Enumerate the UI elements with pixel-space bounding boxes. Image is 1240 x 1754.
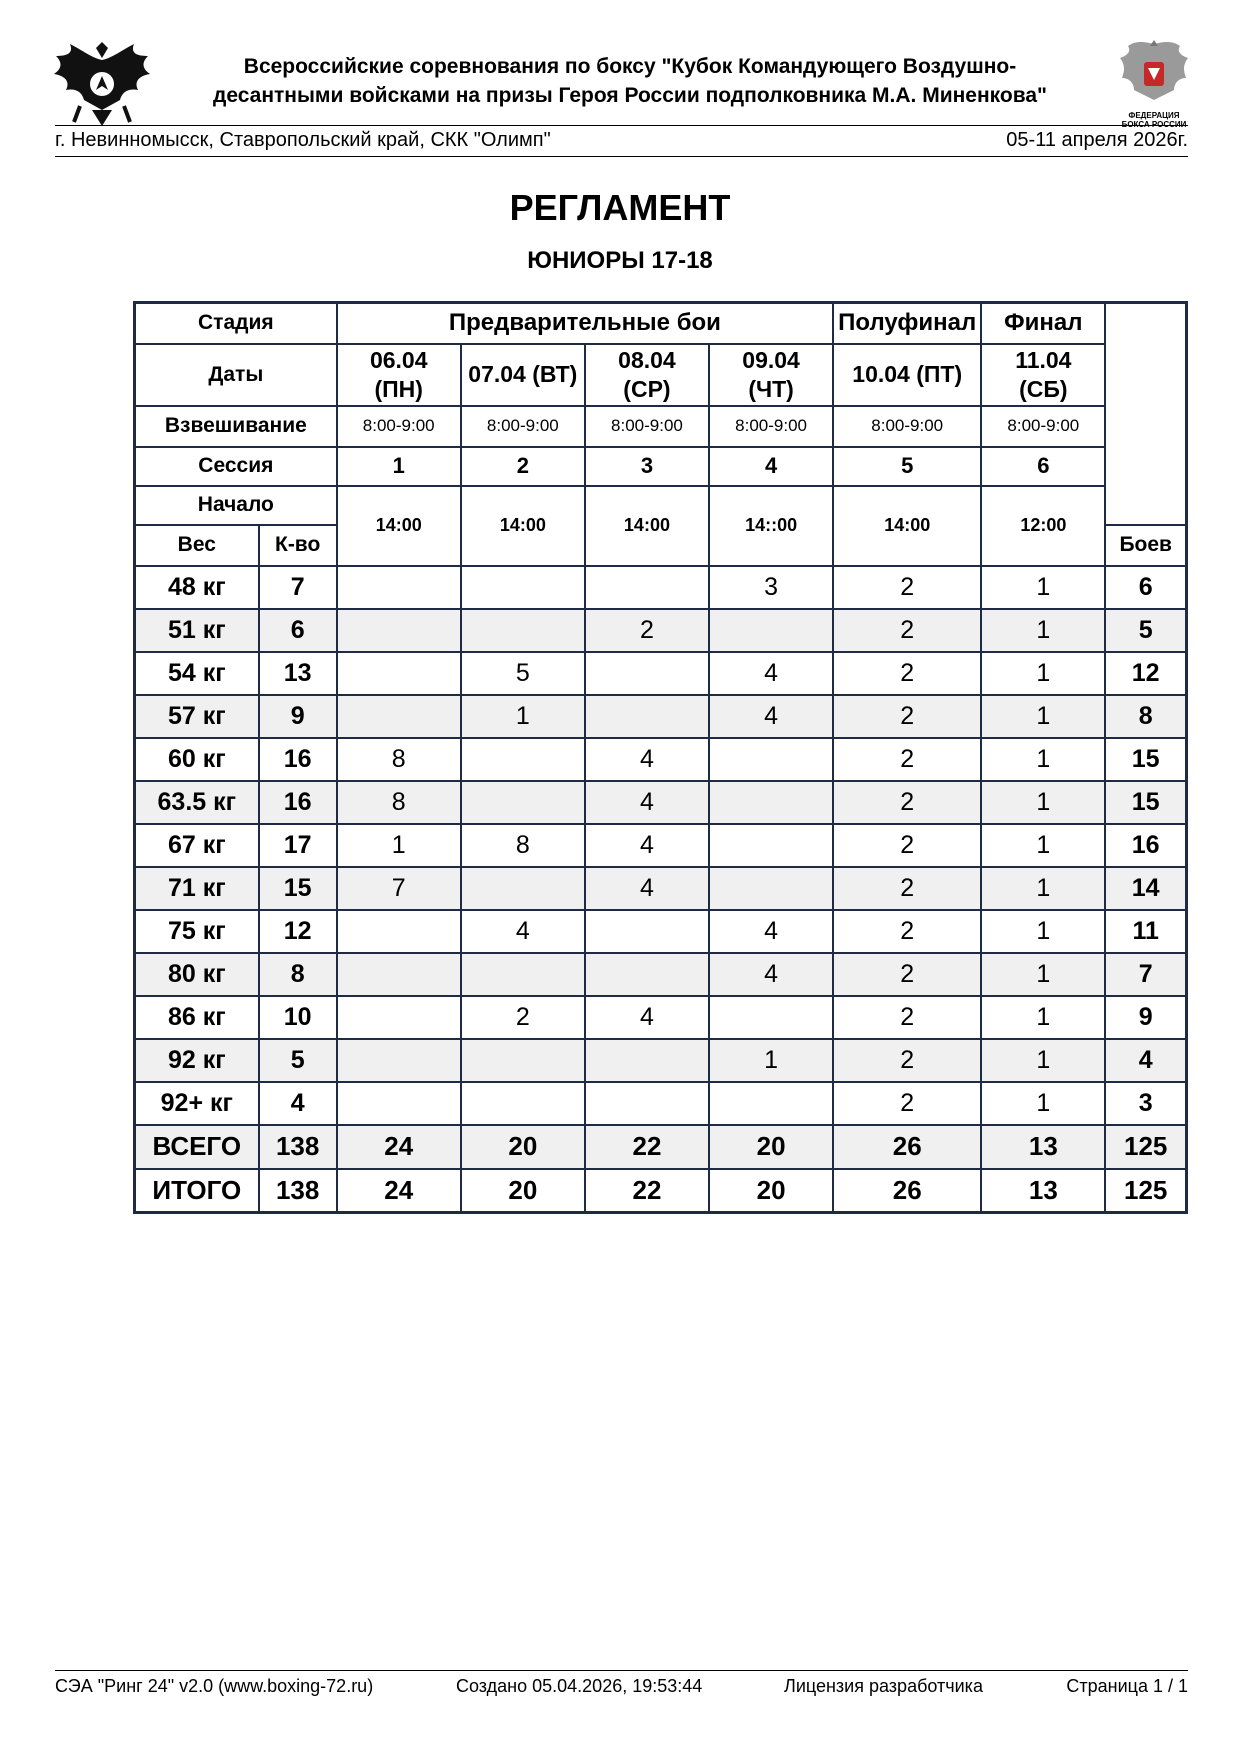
document-title: РЕГЛАМЕНТ [509, 187, 731, 228]
date-cell [337, 344, 461, 406]
session-number: 3 [585, 447, 709, 486]
session-bouts [461, 566, 585, 609]
session-label: Сессия [135, 447, 337, 486]
table-row [135, 996, 1187, 1039]
session-bouts: 2 [833, 910, 981, 953]
table-row [135, 867, 1187, 910]
weigh-in-row [135, 406, 1187, 447]
date-value: 08.04 [618, 346, 676, 373]
boxer-count: 8 [259, 953, 337, 996]
total-bouts: 7 [1105, 953, 1186, 996]
session-bouts: 5 [461, 652, 585, 695]
session-bouts: 4 [709, 910, 833, 953]
session-bouts [585, 652, 709, 695]
stage-row [135, 303, 1187, 344]
weigh-in-time: 8:00-9:00 [585, 406, 709, 447]
session-bouts: 2 [833, 695, 981, 738]
date-cell [461, 344, 585, 406]
weight-class: 92 кг [135, 1039, 259, 1082]
totals-session: 24 [337, 1169, 461, 1213]
session-bouts: 3 [709, 566, 833, 609]
total-bouts: 9 [1105, 996, 1186, 1039]
session-bouts: 1 [337, 824, 461, 867]
session-bouts [461, 867, 585, 910]
totals-session: 26 [833, 1125, 981, 1169]
session-bouts [337, 1082, 461, 1125]
weight-class: 80 кг [135, 953, 259, 996]
session-number: 1 [337, 447, 461, 486]
session-bouts: 1 [981, 695, 1105, 738]
session-bouts: 8 [337, 738, 461, 781]
table-row [135, 695, 1187, 738]
session-bouts: 7 [337, 867, 461, 910]
session-bouts [709, 1082, 833, 1125]
session-bouts [461, 1082, 585, 1125]
session-bouts [709, 609, 833, 652]
session-bouts [461, 781, 585, 824]
session-bouts: 2 [585, 609, 709, 652]
dates-row [135, 344, 1187, 406]
table-row [135, 609, 1187, 652]
session-bouts: 2 [833, 609, 981, 652]
totals-session: 24 [337, 1125, 461, 1169]
session-bouts: 2 [833, 1082, 981, 1125]
session-bouts: 4 [585, 738, 709, 781]
start-time: 12:00 [981, 486, 1105, 566]
event-title-line-1: Всероссийские соревнования по боксу "Кубок Командующего Воздушно- [243, 55, 1017, 78]
session-bouts [585, 695, 709, 738]
footer-license: Лицензия разработчика [784, 1676, 983, 1696]
venue-text: г. Невинномысск, Ставропольский край, СКК "Олимп" [55, 129, 551, 151]
boxing-federation-logo-icon [1114, 38, 1194, 130]
date-cell [585, 344, 709, 406]
weight-class: 67 кг [135, 824, 259, 867]
footer-divider [55, 1670, 1188, 1671]
totals-row [135, 1125, 1187, 1169]
table-row [135, 953, 1187, 996]
total-bouts: 8 [1105, 695, 1186, 738]
bouts-header-blank-2 [1105, 486, 1186, 525]
total-bouts: 14 [1105, 867, 1186, 910]
boxer-count: 16 [259, 738, 337, 781]
session-bouts [585, 1039, 709, 1082]
totals-session: 22 [585, 1169, 709, 1213]
total-bouts: 4 [1105, 1039, 1186, 1082]
table-row [135, 781, 1187, 824]
total-bouts: 16 [1105, 824, 1186, 867]
weight-class: 71 кг [135, 867, 259, 910]
session-bouts: 8 [337, 781, 461, 824]
stage-semifinal: Полуфинал [833, 303, 981, 344]
totals-count: 138 [259, 1169, 337, 1213]
totals-row [135, 1169, 1187, 1213]
session-bouts: 4 [709, 652, 833, 695]
weight-class: 48 кг [135, 566, 259, 609]
date-cell [833, 344, 981, 406]
session-bouts [709, 867, 833, 910]
totals-session: 22 [585, 1125, 709, 1169]
total-bouts: 5 [1105, 609, 1186, 652]
totals-label: ВСЕГО [135, 1125, 259, 1169]
session-bouts [585, 910, 709, 953]
boxer-count: 6 [259, 609, 337, 652]
session-bouts: 2 [833, 996, 981, 1039]
date-cell [981, 344, 1105, 406]
session-bouts [709, 824, 833, 867]
session-bouts: 1 [981, 824, 1105, 867]
date-value: 06.04 [369, 346, 428, 373]
stage-prelim: Предварительные бои [337, 303, 833, 344]
session-bouts [709, 996, 833, 1039]
totals-session: 13 [981, 1169, 1105, 1213]
date-weekday: (СБ) [1019, 375, 1068, 402]
session-bouts [585, 953, 709, 996]
session-bouts [337, 695, 461, 738]
total-bouts: 11 [1105, 910, 1186, 953]
table-row [135, 1039, 1187, 1082]
start-label: Начало [135, 486, 337, 525]
totals-count: 138 [259, 1125, 337, 1169]
boxer-count: 15 [259, 867, 337, 910]
date-value: 09.04 [742, 346, 800, 373]
session-number: 6 [981, 447, 1105, 486]
total-bouts: 6 [1105, 566, 1186, 609]
session-bouts: 4 [709, 953, 833, 996]
date-weekday: (ПН) [374, 375, 423, 402]
boxer-count: 7 [259, 566, 337, 609]
weight-label: Вес [135, 525, 259, 566]
event-title-line-2: десантными войсками на призы Героя России подполковника М.А. Миненкова" [212, 84, 1047, 107]
weigh-in-label: Взвешивание [135, 406, 337, 447]
logo-caption-2: БОКСА РОССИИ [1121, 120, 1187, 129]
start-time: 14:00 [461, 486, 585, 566]
session-bouts: 1 [981, 867, 1105, 910]
session-bouts: 2 [833, 867, 981, 910]
session-bouts: 2 [833, 738, 981, 781]
weight-class: 51 кг [135, 609, 259, 652]
date-value: 11.04 [1015, 346, 1072, 373]
boxer-count: 10 [259, 996, 337, 1039]
stage-label: Стадия [135, 303, 337, 344]
weigh-in-time: 8:00-9:00 [461, 406, 585, 447]
footer-app: СЭА "Ринг 24" v2.0 (www.boxing-72.ru) [55, 1676, 374, 1696]
session-bouts: 1 [981, 996, 1105, 1039]
session-bouts [461, 1039, 585, 1082]
session-number: 5 [833, 447, 981, 486]
start-time: 14:00 [337, 486, 461, 566]
session-bouts: 8 [461, 824, 585, 867]
session-bouts: 1 [981, 566, 1105, 609]
session-bouts [461, 738, 585, 781]
weigh-in-time: 8:00-9:00 [833, 406, 981, 447]
session-number: 2 [461, 447, 585, 486]
stage-final: Финал [981, 303, 1105, 344]
totals-session: 20 [709, 1169, 833, 1213]
table-row [135, 652, 1187, 695]
logo-caption-1: ФЕДЕРАЦИЯ [1128, 111, 1180, 120]
footer-page: Страница 1 / 1 [1066, 1676, 1188, 1696]
start-row [135, 486, 1187, 525]
session-bouts: 1 [981, 738, 1105, 781]
qty-label: К-во [259, 525, 337, 566]
session-bouts: 4 [585, 824, 709, 867]
weigh-in-time: 8:00-9:00 [709, 406, 833, 447]
boxer-count: 5 [259, 1039, 337, 1082]
session-bouts [337, 609, 461, 652]
totals-session: 20 [461, 1125, 585, 1169]
weigh-in-time: 8:00-9:00 [981, 406, 1105, 447]
boxer-count: 16 [259, 781, 337, 824]
weigh-in-time: 8:00-9:00 [337, 406, 461, 447]
session-bouts [709, 781, 833, 824]
session-bouts: 2 [461, 996, 585, 1039]
total-bouts: 12 [1105, 652, 1186, 695]
weight-class: 60 кг [135, 738, 259, 781]
date-weekday: (ЧТ) [748, 375, 794, 402]
session-bouts: 1 [461, 695, 585, 738]
session-bouts: 2 [833, 781, 981, 824]
session-bouts [709, 738, 833, 781]
date-value: 07.04 (ВТ) [468, 361, 578, 387]
bouts-header-blank [1105, 303, 1186, 486]
event-title [160, 52, 1100, 110]
session-bouts: 2 [833, 652, 981, 695]
session-number: 4 [709, 447, 833, 486]
table-row [135, 910, 1187, 953]
totals-bouts: 125 [1105, 1169, 1186, 1213]
eagle-emblem-icon [52, 40, 152, 128]
schedule-table [133, 301, 1188, 1214]
boxer-count: 9 [259, 695, 337, 738]
total-bouts: 3 [1105, 1082, 1186, 1125]
total-bouts: 15 [1105, 738, 1186, 781]
boxer-count: 4 [259, 1082, 337, 1125]
session-bouts: 2 [833, 824, 981, 867]
start-time: 14:00 [585, 486, 709, 566]
weight-class: 86 кг [135, 996, 259, 1039]
session-bouts: 1 [981, 910, 1105, 953]
session-bouts: 4 [585, 867, 709, 910]
footer-created: Создано 05.04.2026, 19:53:44 [456, 1676, 703, 1696]
session-bouts: 1 [981, 781, 1105, 824]
weight-class: 92+ кг [135, 1082, 259, 1125]
session-bouts [337, 1039, 461, 1082]
session-bouts [337, 566, 461, 609]
start-time: 14::00 [709, 486, 833, 566]
totals-label: ИТОГО [135, 1169, 259, 1213]
bouts-label: Боев [1105, 525, 1186, 566]
date-weekday: (СР) [623, 375, 671, 402]
header-divider-bottom [55, 156, 1188, 157]
date-value: 10.04 (ПТ) [852, 361, 963, 387]
weight-class: 63.5 кг [135, 781, 259, 824]
totals-bouts: 125 [1105, 1125, 1186, 1169]
session-bouts [337, 996, 461, 1039]
dates-label: Даты [135, 344, 337, 406]
session-bouts [461, 609, 585, 652]
document-subtitle: ЮНИОРЫ 17-18 [527, 247, 713, 274]
session-bouts: 2 [833, 566, 981, 609]
session-bouts [337, 652, 461, 695]
session-bouts: 1 [709, 1039, 833, 1082]
table-row [135, 1082, 1187, 1125]
session-bouts [585, 1082, 709, 1125]
session-bouts: 2 [833, 953, 981, 996]
table-row [135, 566, 1187, 609]
session-bouts: 1 [981, 609, 1105, 652]
session-bouts [585, 566, 709, 609]
session-bouts [461, 953, 585, 996]
session-bouts: 4 [709, 695, 833, 738]
header-divider [55, 125, 1188, 126]
table-row [135, 824, 1187, 867]
session-bouts: 4 [585, 996, 709, 1039]
session-bouts: 4 [461, 910, 585, 953]
total-bouts: 15 [1105, 781, 1186, 824]
session-bouts [337, 953, 461, 996]
totals-session: 26 [833, 1169, 981, 1213]
table-row [135, 738, 1187, 781]
session-bouts: 1 [981, 1082, 1105, 1125]
session-bouts: 2 [833, 1039, 981, 1082]
totals-session: 20 [461, 1169, 585, 1213]
session-bouts: 1 [981, 652, 1105, 695]
session-bouts: 4 [585, 781, 709, 824]
session-bouts [337, 910, 461, 953]
boxer-count: 13 [259, 652, 337, 695]
session-bouts: 1 [981, 953, 1105, 996]
session-row [135, 447, 1187, 486]
boxer-count: 12 [259, 910, 337, 953]
weight-class: 54 кг [135, 652, 259, 695]
session-bouts: 1 [981, 1039, 1105, 1082]
weight-class: 57 кг [135, 695, 259, 738]
boxer-count: 17 [259, 824, 337, 867]
start-time: 14:00 [833, 486, 981, 566]
event-dates: 05-11 апреля 2026г. [1006, 129, 1188, 151]
date-cell [709, 344, 833, 406]
totals-session: 20 [709, 1125, 833, 1169]
weight-class: 75 кг [135, 910, 259, 953]
totals-session: 13 [981, 1125, 1105, 1169]
